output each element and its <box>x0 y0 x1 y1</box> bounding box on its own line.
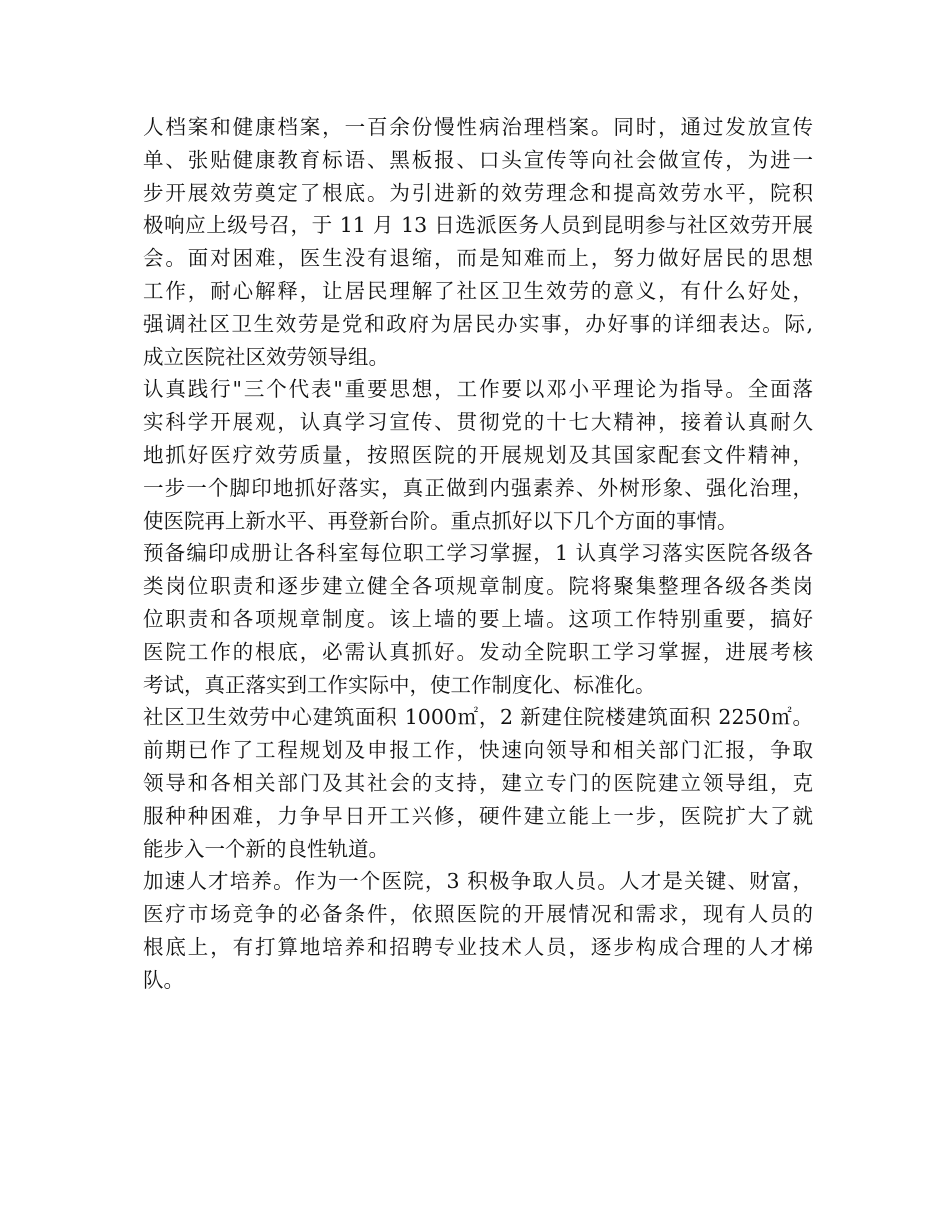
text-line: 领导和各相关部门及其社会的支持，建立专门的医院建立领导组，克 <box>143 770 813 795</box>
text-line: 社区卫生效劳中心建筑面积 1000㎡，2 新建住院楼建筑面积 2250㎡。 <box>143 705 813 730</box>
text-line: 强调社区卫生效劳是党和政府为居民办实事，办好事的详细表达。际, <box>143 311 813 336</box>
text-line: 位职责和各项规章制度。该上墙的要上墙。这项工作特别重要，搞好 <box>143 606 813 631</box>
text-line: 会。面对困难，医生没有退缩，而是知难而上，努力做好居民的思想 <box>143 246 813 271</box>
text-line: 类岗位职责和逐步建立健全各项规章制度。院将聚集整理各级各类岗 <box>143 574 813 599</box>
text-line: 人档案和健康档案，一百余份慢性病治理档案。同时，通过发放宣传 <box>143 115 813 139</box>
text-line: 能步入一个新的良性轨道。 <box>143 836 389 861</box>
text-line: 步开展效劳奠定了根底。为引进新的效劳理念和提高效劳水平，院积 <box>143 180 813 205</box>
text-line: 成立医院社区效劳领导组。 <box>143 344 389 369</box>
text-line: 使医院再上新水平、再登新台阶。重点抓好以下几个方面的事情。 <box>143 508 738 533</box>
text-line: 考试，真正落实到工作实际中，使工作制度化、标准化。 <box>143 672 656 697</box>
text-line: 医院工作的根底，必需认真抓好。发动全院职工学习掌握，进展考核 <box>143 639 813 664</box>
text-line: 地抓好医疗效劳质量，按照医院的开展规划及其国家配套文件精神， <box>143 442 813 467</box>
text-line: 队。 <box>143 967 184 992</box>
text-line: 极响应上级号召，于 11 月 13 日选派医务人员到昆明参与社区效劳开展 <box>143 213 813 238</box>
text-line: 认真践行"三个代表"重要思想，工作要以邓小平理论为指导。全面落 <box>143 377 813 402</box>
text-line: 前期已作了工程规划及申报工作，快速向领导和相关部门汇报，争取 <box>143 738 813 763</box>
text-line: 根底上，有打算地培养和招聘专业技术人员，逐步构成合理的人才梯 <box>143 934 813 959</box>
text-line: 一步一个脚印地抓好落实，真正做到内强素养、外树形象、强化治理， <box>143 475 813 500</box>
text-line: 预备编印成册让各科室每位职工学习掌握，1 认真学习落实医院各级各 <box>143 541 813 566</box>
text-line: 医疗市场竞争的必备条件，依照医院的开展情况和需求，现有人员的 <box>143 902 813 927</box>
text-line: 单、张贴健康教育标语、黑板报、口头宣传等向社会做宣传，为进一 <box>143 147 813 172</box>
text-line: 工作，耐心解释，让居民理解了社区卫生效劳的意义，有什么好处， <box>143 278 813 303</box>
text-line: 实科学开展观，认真学习宣传、贯彻党的十七大精神，接着认真耐久 <box>143 410 813 435</box>
text-line: 加速人才培养。作为一个医院，3 积极争取人员。人才是关键、财富， <box>143 869 813 894</box>
text-line: 服种种困难，力争早日开工兴修，硬件建立能上一步，医院扩大了就 <box>143 803 813 828</box>
body-text <box>143 111 813 997</box>
